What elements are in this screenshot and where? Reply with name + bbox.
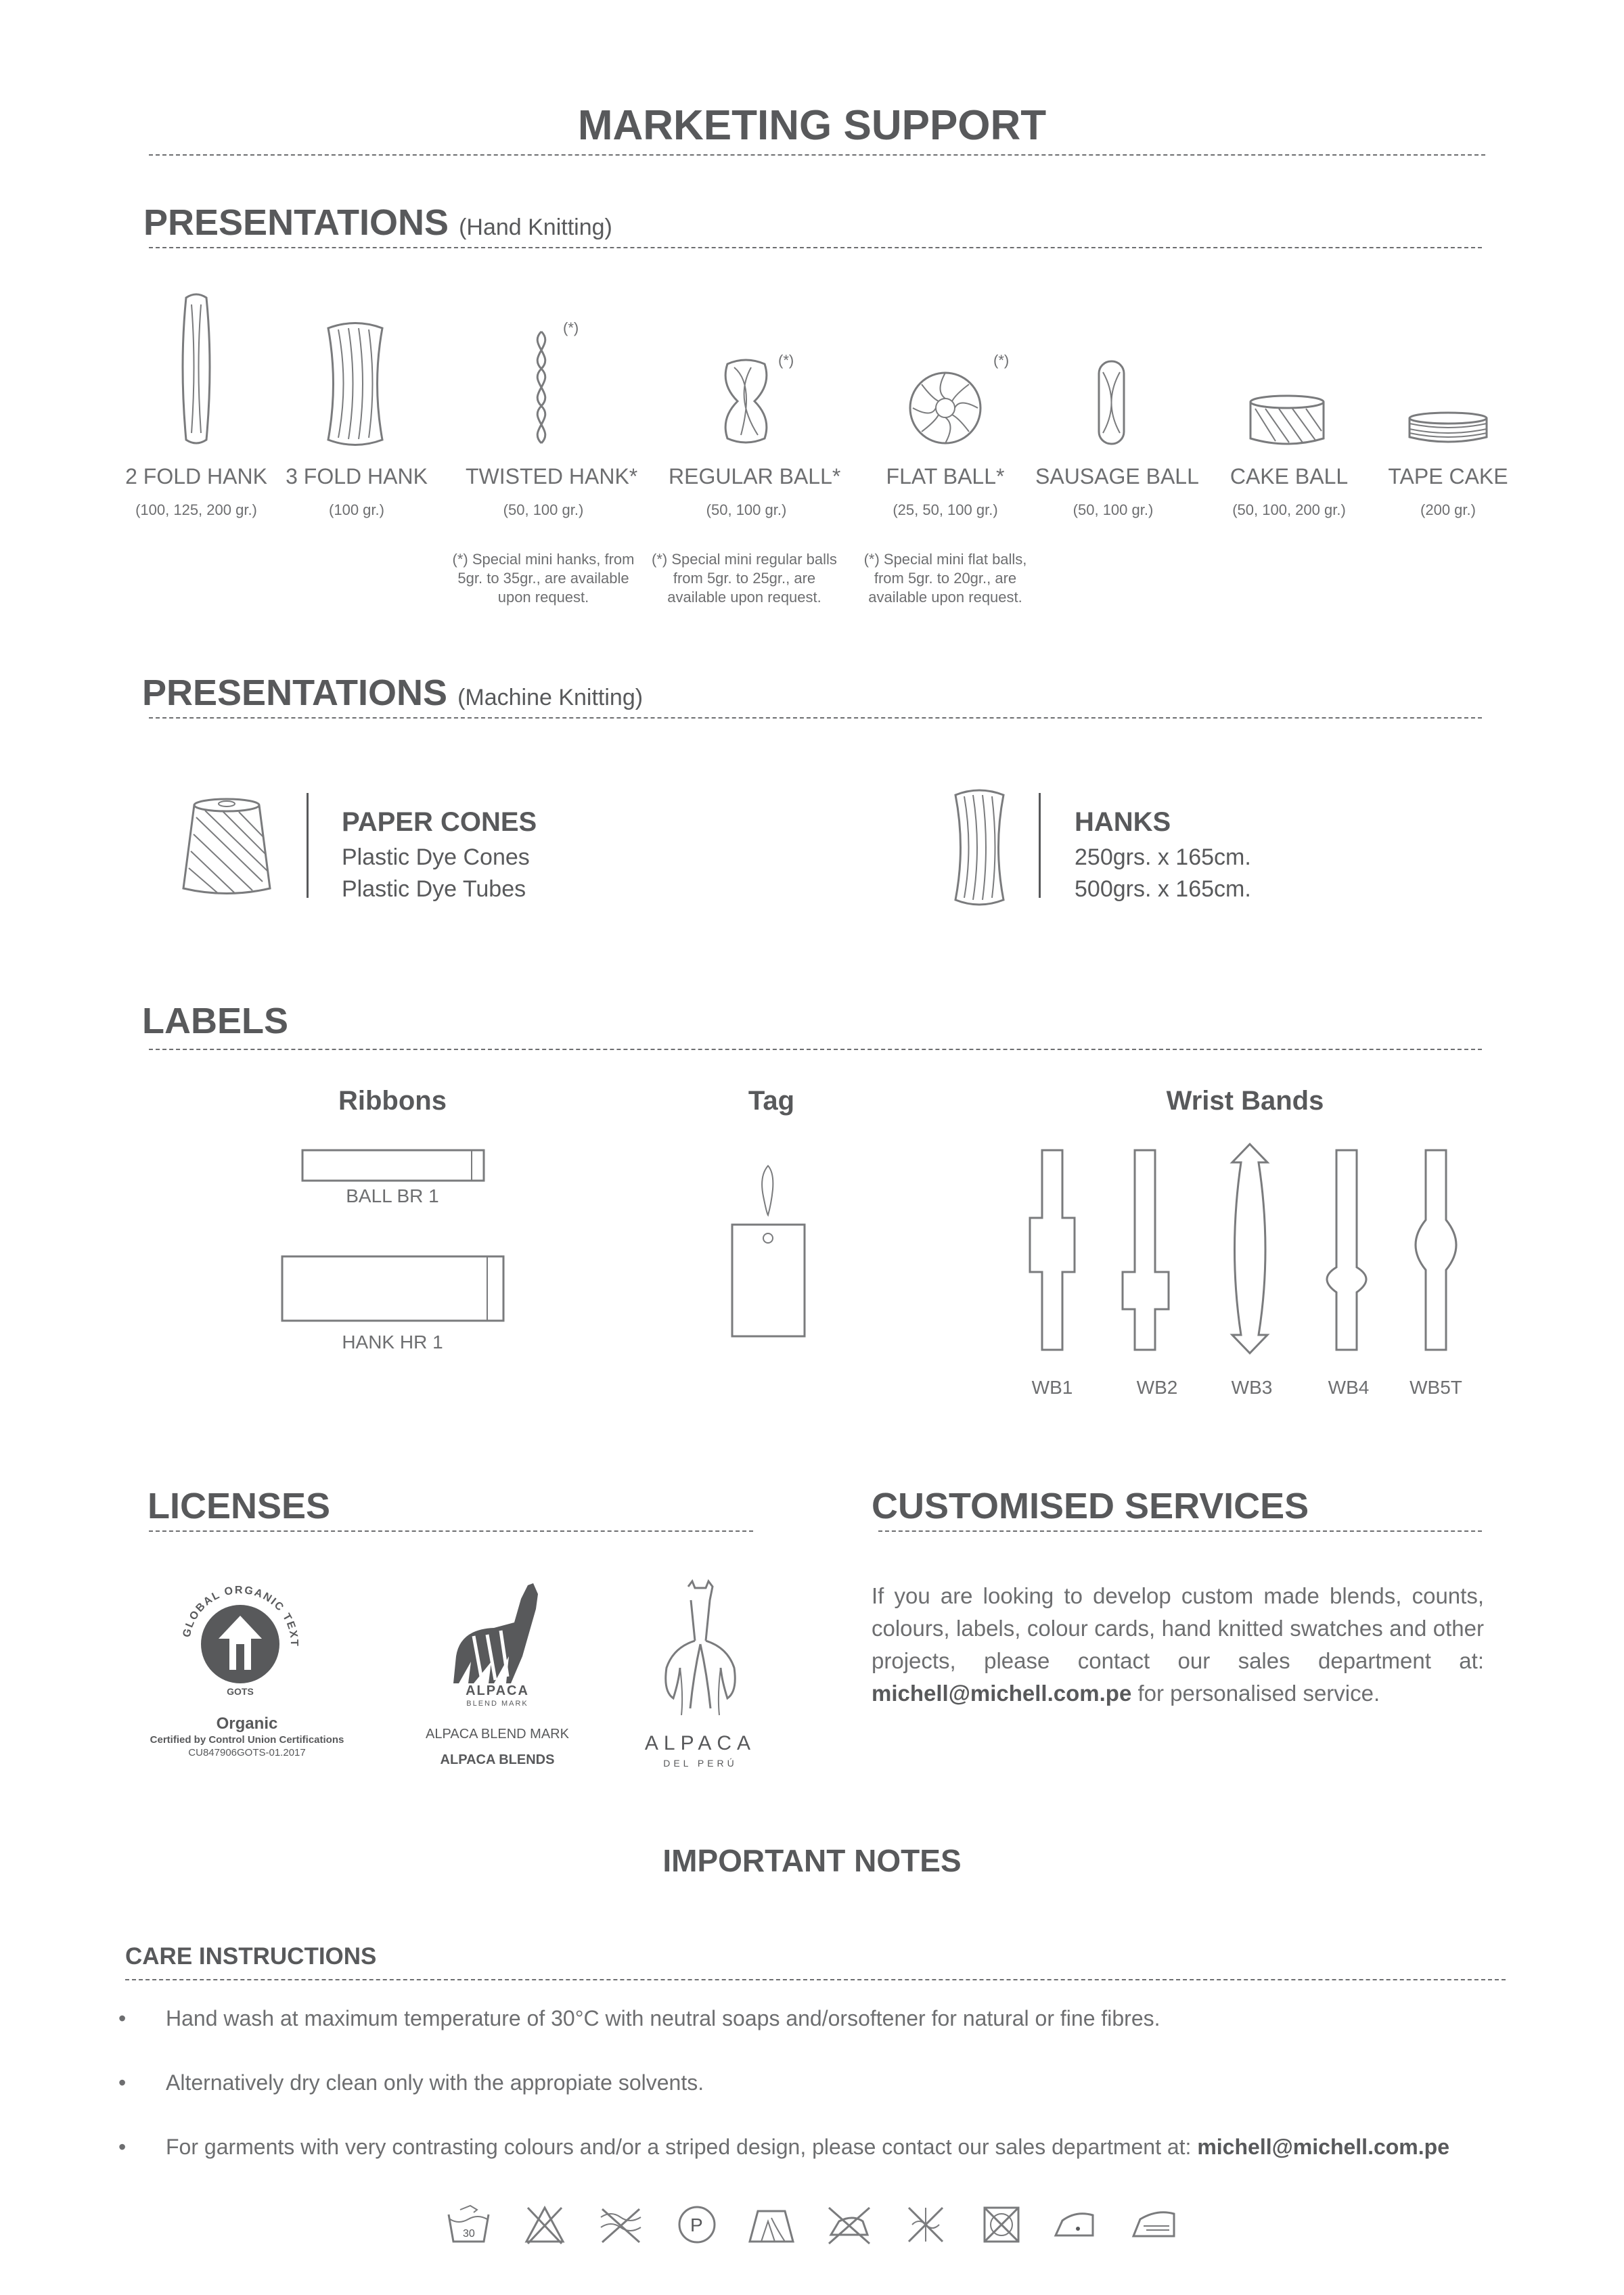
wrist-band-wb4 [1316, 1147, 1377, 1353]
do-not-tumble-dry-icon [599, 2207, 643, 2244]
mini-balls-note: (*) Special mini regular balls from 5gr. to 25gr., are available upon request. [652, 551, 837, 606]
tape-cake-icon [1407, 411, 1489, 445]
product-name: 3 FOLD HANK [286, 464, 428, 488]
steam-iron-icon [1130, 2206, 1177, 2243]
sales-email-link[interactable]: michell@michell.com.pe [1197, 2135, 1449, 2159]
care-bullet: • Hand wash at maximum temperature of 30°C with neutral soaps and/orsoftener for natural or fine fibres. [118, 2006, 1160, 2030]
product-item [867, 464, 1023, 519]
paper-cones-title: PAPER CONES [342, 807, 537, 837]
product-weight: (200 gr.) [1420, 501, 1476, 518]
product-name: CAKE BALL [1230, 464, 1349, 488]
do-not-wring-icon [905, 2204, 946, 2245]
iron-low-icon [1052, 2207, 1096, 2241]
sausage-ball-icon [1096, 359, 1127, 447]
divider [125, 1979, 1506, 1980]
hank-ribbon-label [281, 1255, 505, 1323]
alpaca-del-peru-logo [653, 1580, 748, 1735]
product-weight: (25, 50, 100 gr.) [893, 501, 998, 518]
asterisk-mark: (*) [778, 352, 794, 369]
care-bullet: • Alternatively dry clean only with the appropiate solvents. [118, 2070, 704, 2095]
paper-cones-line: Plastic Dye Tubes [342, 876, 526, 902]
product-item [118, 464, 274, 519]
alpaca-blends-label: ALPACA BLENDS [440, 1752, 555, 1767]
wrist-band-wb3 [1228, 1142, 1272, 1357]
product-item [466, 464, 638, 519]
product-weight: (100 gr.) [329, 501, 384, 518]
ball-ribbon-label [301, 1149, 486, 1183]
wrist-bands-title: Wrist Bands [1166, 1086, 1324, 1116]
wrist-band-name: WB1 [1031, 1377, 1073, 1398]
gots-ring-bottom: GOTS [227, 1686, 254, 1697]
wrist-band-wb5t [1405, 1147, 1466, 1353]
customised-services-heading: CUSTOMISED SERVICES [872, 1486, 1309, 1526]
product-name: FLAT BALL* [886, 464, 1005, 488]
product-name: TAPE CAKE [1388, 464, 1508, 488]
alpaca-blend-word: ALPACA [466, 1683, 529, 1698]
dry-flat-icon [748, 2204, 795, 2245]
hank-icon [947, 788, 1012, 907]
wrist-band-name: WB2 [1136, 1377, 1178, 1398]
hanks-line: 500grs. x 165cm. [1075, 876, 1251, 902]
ball-ribbon-name: BALL BR 1 [346, 1185, 439, 1206]
do-not-dry-clean-icon [981, 2204, 1022, 2245]
product-name: SAUSAGE BALL [1035, 464, 1199, 488]
do-not-bleach-icon [524, 2204, 565, 2245]
ribbons-title: Ribbons [338, 1086, 447, 1116]
paper-cones-line: Plastic Dye Cones [342, 844, 530, 870]
gots-organic: Organic [216, 1714, 278, 1733]
regular-ball-icon [721, 357, 771, 445]
product-item [279, 464, 434, 519]
divider [149, 717, 1482, 719]
divider [149, 1530, 753, 1532]
hang-tag-label [729, 1162, 807, 1340]
svg-text:P: P [690, 2214, 703, 2235]
sales-email-link[interactable]: michell@michell.com.pe [872, 1681, 1132, 1706]
divider [149, 154, 1485, 156]
wrist-band-name: WB4 [1328, 1377, 1370, 1398]
dry-clean-p-icon [677, 2204, 717, 2245]
svg-text:GLOBAL ORGANIC TEXTILE STANDAR: GLOBAL ORGANIC TEXTILE STANDARD [154, 1568, 300, 1648]
wrist-band-wb1 [1029, 1147, 1076, 1353]
wrist-band-name: WB5T [1409, 1377, 1462, 1398]
three-fold-hank-icon [318, 321, 392, 447]
customised-services-text: If you are looking to develop custom made blends, counts, colours, labels, colour cards, hand knitted swatches and other projects, please contact our sales department at: michell@michell.com.pe for personalised service. [872, 1583, 1484, 1706]
product-name: REGULAR BALL* [669, 464, 841, 488]
product-weight: (50, 100, 200 gr.) [1232, 501, 1346, 518]
product-item [1370, 464, 1526, 519]
gots-code: CU847906GOTS-01.2017 [188, 1747, 306, 1758]
svg-text:30: 30 [463, 2228, 475, 2240]
hanks-title: HANKS [1075, 807, 1171, 837]
labels-heading: LABELS [142, 1001, 288, 1041]
product-item [669, 464, 841, 519]
wrist-band-wb2 [1120, 1147, 1171, 1353]
divider [878, 1530, 1482, 1532]
hand-wash-30-icon [447, 2204, 491, 2245]
divider [149, 1049, 1482, 1050]
alpaca-peru-word: ALPACA [644, 1732, 757, 1754]
product-weight: (50, 100 gr.) [1073, 501, 1154, 518]
mini-hanks-note: (*) Special mini hanks, from 5gr. to 35gr., are available upon request. [452, 551, 635, 606]
product-name: TWISTED HANK* [466, 464, 638, 488]
product-weight: (100, 125, 200 gr.) [135, 501, 257, 518]
do-not-iron-icon [826, 2204, 873, 2245]
wrist-band-name: WB3 [1231, 1377, 1273, 1398]
product-weight: (50, 100 gr.) [503, 501, 584, 518]
paper-cone-icon [181, 797, 273, 899]
machine-knitting-heading: PRESENTATIONS (Machine Knitting) [142, 673, 644, 713]
asterisk-mark: (*) [993, 352, 1010, 369]
hand-knitting-heading: PRESENTATIONS (Hand Knitting) [143, 202, 612, 243]
care-bullet: • For garments with very contrasting colours and/or a striped design, please contact our sales department at: michell@michell.com.pe [118, 2135, 1449, 2159]
product-weight: (50, 100 gr.) [706, 501, 787, 518]
flat-ball-icon [908, 371, 983, 445]
product-name: 2 FOLD HANK [125, 464, 267, 488]
hank-ribbon-name: HANK HR 1 [342, 1332, 443, 1353]
product-item [1211, 464, 1367, 519]
twisted-hank-icon [524, 328, 558, 447]
alpaca-blend-logo [447, 1582, 548, 1690]
care-instructions-heading: CARE INSTRUCTIONS [125, 1943, 377, 1970]
mini-flat-balls-note: (*) Special mini flat balls, from 5gr. to 20gr., are available upon request. [863, 551, 1027, 606]
tag-title: Tag [748, 1086, 795, 1116]
product-item [1035, 464, 1199, 519]
alpaca-peru-sub: DEL PERÚ [663, 1758, 738, 1769]
asterisk-mark: (*) [563, 319, 579, 336]
two-fold-hank-icon [173, 291, 220, 447]
licenses-heading: LICENSES [148, 1486, 331, 1526]
divider [149, 247, 1482, 248]
page-title: MARKETING SUPPORT [577, 102, 1047, 149]
alpaca-blend-caption: ALPACA BLEND MARK [426, 1727, 569, 1742]
alpaca-blend-sub: BLEND MARK [466, 1700, 528, 1708]
important-notes-heading: IMPORTANT NOTES [662, 1843, 962, 1878]
hanks-line: 250grs. x 165cm. [1075, 844, 1251, 870]
divider-bar [307, 793, 309, 898]
divider-bar [1039, 793, 1041, 898]
cake-ball-icon [1248, 394, 1326, 447]
gots-certified: Certified by Control Union Certifications [150, 1734, 344, 1746]
